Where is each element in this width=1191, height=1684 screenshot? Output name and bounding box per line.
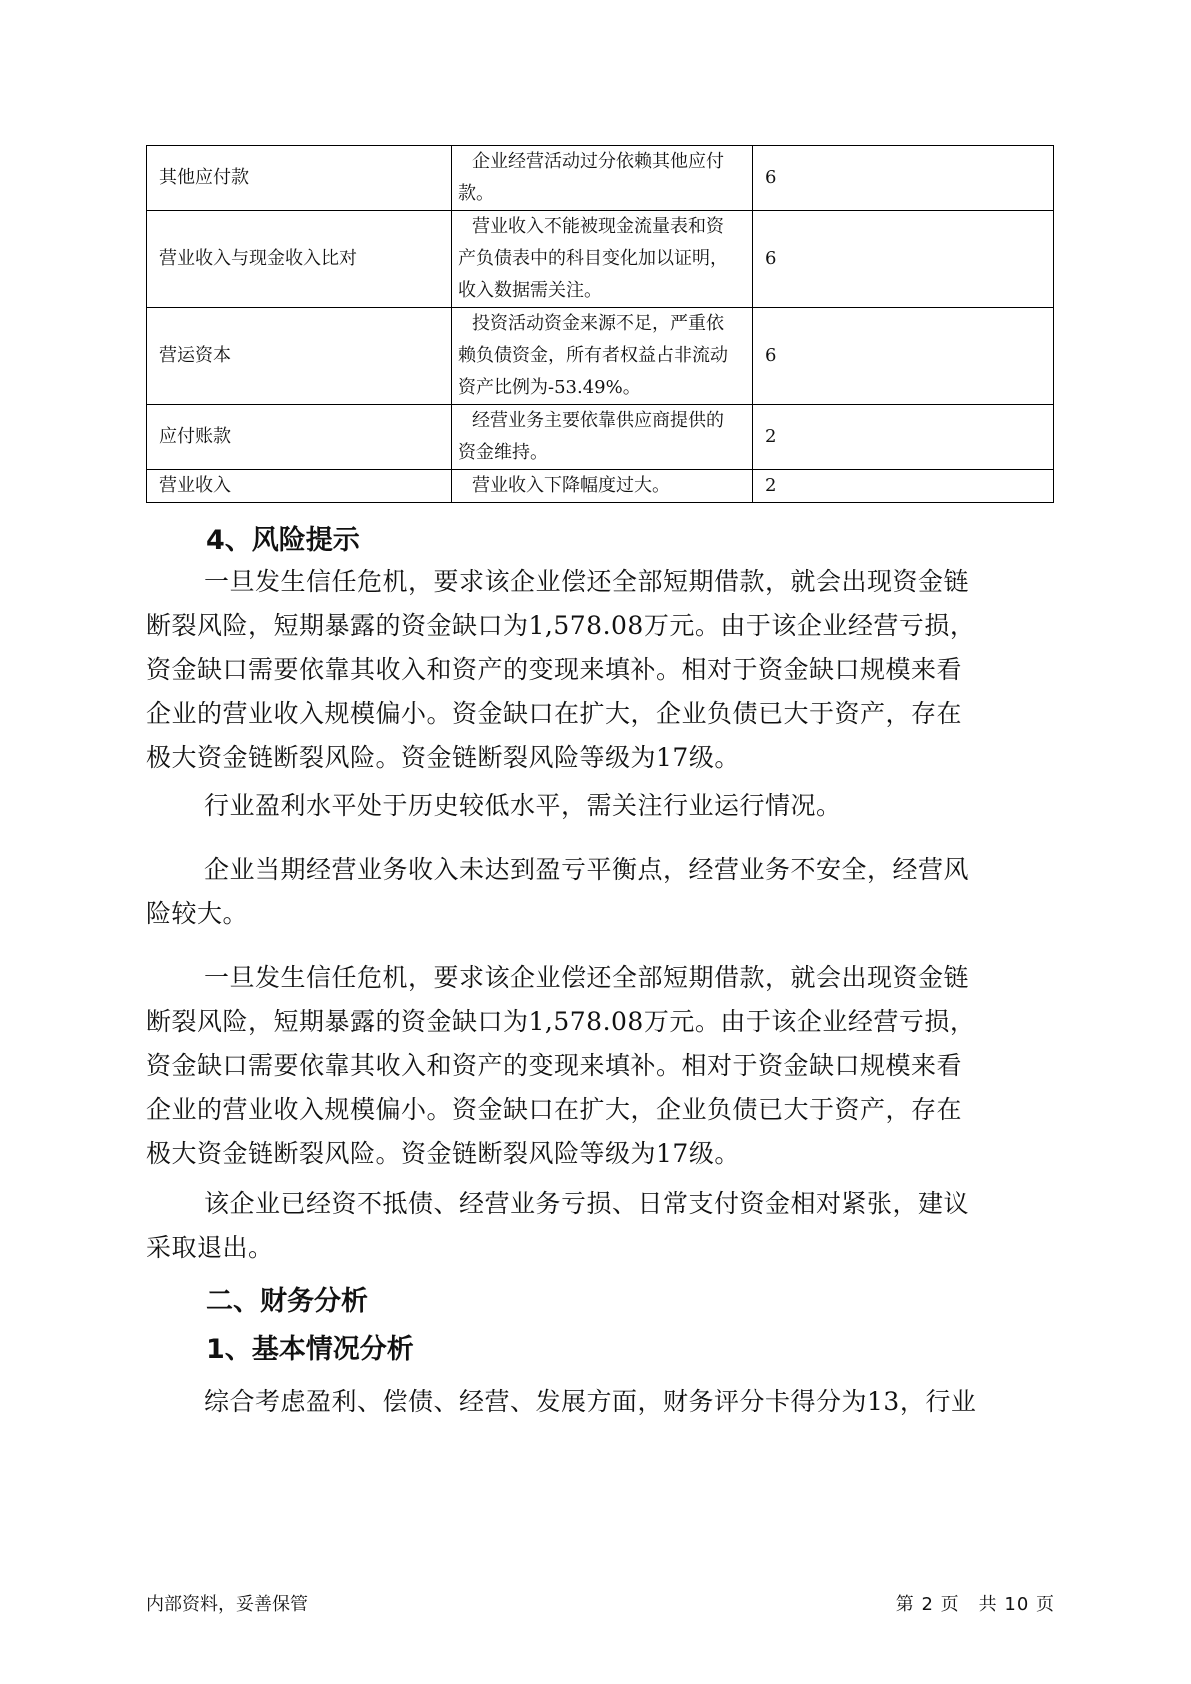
sub-heading: 1、基本情况分析 <box>206 1334 414 1365</box>
indicator-name: 营业收入与现金收入比对 <box>147 211 452 308</box>
description-line: 资产比例为-53.49%。 <box>458 377 641 398</box>
description-line: 款。 <box>458 183 494 204</box>
risk-indicator-table <box>146 145 1054 503</box>
indicator-name: 其他应付款 <box>147 146 452 211</box>
paragraph-3: 企业当期经营业务收入未达到盈亏平衡点，经营业务不安全，经营风 险较大。 <box>146 855 970 928</box>
indicator-score: 2 <box>753 405 1054 470</box>
indicator-name: 应付账款 <box>147 405 452 470</box>
footer-page-number: 第 2 页 共 10 页 <box>895 1594 1055 1615</box>
paragraph-1: 一旦发生信任危机，要求该企业偿还全部短期借款，就会出现资金链 断裂风险，短期暴露的资金缺口为1,578.08万元。由于该企业经营亏损， 资金缺口需要依靠其收入和资产的变现来填补。相对于资金缺口规模来看 企业的营业收入规模偏小。资金缺口在扩大，企业负债已大于资产，存在 极大资金链断裂风险。资金链断裂风险等级为17级。 <box>146 567 976 772</box>
description-line: 营业收入不能被现金流量表和资 <box>472 216 724 237</box>
table-row <box>147 470 1054 503</box>
section-heading: 二、财务分析 <box>206 1286 368 1317</box>
paragraph-5: 该企业已经资不抵债、经营业务亏损、日常支付资金相对紧张，建议 采取退出。 <box>146 1189 970 1262</box>
risk-heading: 4、风险提示 <box>206 525 360 556</box>
description-line: 企业经营活动过分依赖其他应付 <box>472 151 724 172</box>
description-line: 产负债表中的科目变化加以证明， <box>458 248 728 269</box>
description-line: 投资活动资金来源不足，严重依 <box>472 313 724 334</box>
indicator-description <box>452 146 753 211</box>
table-row <box>147 146 1054 211</box>
description-line: 收入数据需关注。 <box>458 280 602 301</box>
indicator-description <box>452 470 753 503</box>
indicator-score: 6 <box>753 146 1054 211</box>
indicator-name: 营运资本 <box>147 308 452 405</box>
description-line: 经营业务主要依靠供应商提供的 <box>472 410 724 431</box>
indicator-score: 2 <box>753 470 1054 503</box>
description-line: 营业收入下降幅度过大。 <box>472 475 670 496</box>
indicator-description <box>452 405 753 470</box>
indicator-score: 6 <box>753 308 1054 405</box>
description-line: 赖负债资金，所有者权益占非流动 <box>458 345 728 366</box>
table-row <box>147 405 1054 470</box>
table-row <box>147 308 1054 405</box>
footer-confidential-note: 内部资料，妥善保管 <box>146 1594 308 1615</box>
description-line: 资金维持。 <box>458 442 548 463</box>
indicator-description <box>452 211 753 308</box>
paragraph-6: 综合考虑盈利、偿债、经营、发展方面，财务评分卡得分为13，行业 <box>204 1387 977 1416</box>
indicator-description <box>452 308 753 405</box>
indicator-name: 营业收入 <box>147 470 452 503</box>
paragraph-2: 行业盈利水平处于历史较低水平，需关注行业运行情况。 <box>204 791 842 820</box>
paragraph-4: 一旦发生信任危机，要求该企业偿还全部短期借款，就会出现资金链 断裂风险，短期暴露的资金缺口为1,578.08万元。由于该企业经营亏损， 资金缺口需要依靠其收入和资产的变现来填补。相对于资金缺口规模来看 企业的营业收入规模偏小。资金缺口在扩大，企业负债已大于资产，存在 极大资金链断裂风险。资金链断裂风险等级为17级。 <box>146 963 976 1168</box>
table-row <box>147 211 1054 308</box>
indicator-score: 6 <box>753 211 1054 308</box>
